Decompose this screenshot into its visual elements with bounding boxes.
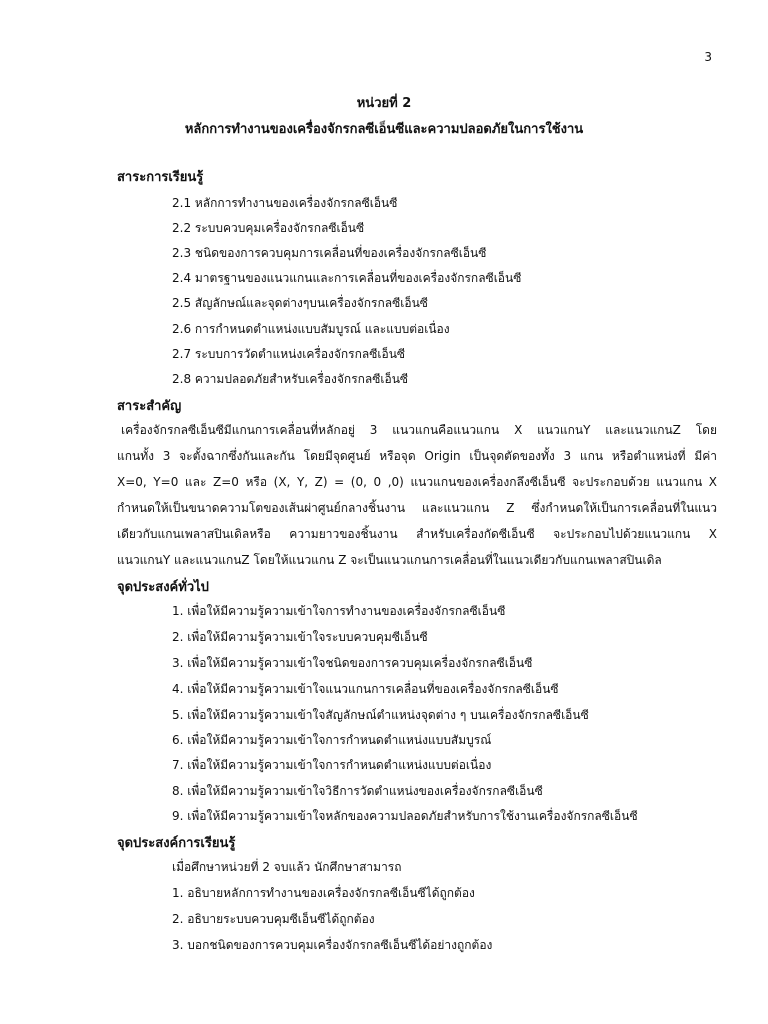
content-item: 2.5 สัญลักษณ์และจุดต่างๆบนเครื่องจักรกลซีเอ็นซี xyxy=(172,296,428,310)
concept-line: กำหนดให้เป็นขนาดความโตของเส้นผ่าศูนย์กลางชิ้นงาน และแนวแกน Z ซึ่งกำหนดให้เป็นการเคลื่อนที่ในแนว xyxy=(117,501,717,515)
general-objective-item: 1. เพื่อให้มีความรู้ความเข้าใจการทำงานของเครื่องจักรกลซีเอ็นซี xyxy=(172,604,506,618)
concept-heading: สาระสำคัญ xyxy=(117,399,182,414)
general-objective-item: 9. เพื่อให้มีความรู้ความเข้าใจหลักของความปลอดภัยสำหรับการใช้งานเครื่องจักรกลซีเอ็นซี xyxy=(172,809,638,823)
content-heading: สาระการเรียนรู้ xyxy=(117,170,204,185)
concept-line: แนวแกนY และแนวแกนZ โดยให้แนวแกน Z จะเป็นแนวแกนการเคลื่อนที่ในแนวเดียวกับแกนเพลาสปินเดิล xyxy=(117,553,662,567)
general-objective-item: 5. เพื่อให้มีความรู้ความเข้าใจสัญลักษณ์ตำแหน่งจุดต่าง ๆ บนเครื่องจักรกลซีเอ็นซี xyxy=(172,708,589,722)
general-objective-item: 4. เพื่อให้มีความรู้ความเข้าใจแนวแกนการเคลื่อนที่ของเครื่องจักรกลซีเอ็นซี xyxy=(172,682,559,696)
content-item: 2.3 ชนิดของการควบคุมการเคลื่อนที่ของเครื่องจักรกลซีเอ็นซี xyxy=(172,246,487,260)
learning-objective-item: 2. อธิบายระบบควบคุมซีเอ็นซีได้ถูกต้อง xyxy=(172,912,375,926)
general-objective-item: 8. เพื่อให้มีความรู้ความเข้าใจวิธีการวัดตำแหน่งของเครื่องจักรกลซีเอ็นซี xyxy=(172,784,543,798)
unit-subtitle: หลักการทำงานของเครื่องจักรกลซีเอ็นซีและความปลอดภัยในการใช้งาน xyxy=(184,122,584,137)
content-item: 2.2 ระบบควบคุมเครื่องจักรกลซีเอ็นซี xyxy=(172,221,365,235)
general-objective-item: 7. เพื่อให้มีความรู้ความเข้าใจการกำหนดตำแหน่งแบบต่อเนื่อง xyxy=(172,758,492,772)
concept-line: X=0, Y=0 และ Z=0 หรือ (X, Y, Z) = (0, 0 ,0) แนวแกนของเครื่องกลึงซีเอ็นซี จะประกอบด้วย แนวแกน X xyxy=(117,475,717,489)
content-item: 2.1 หลักการทำงานของเครื่องจักรกลซีเอ็นซี xyxy=(172,196,398,210)
learning-objectives-heading: จุดประสงค์การเรียนรู้ xyxy=(117,836,236,851)
content-item: 2.7 ระบบการวัดตำแหน่งเครื่องจักรกลซีเอ็นซี xyxy=(172,347,406,361)
general-objective-item: 3. เพื่อให้มีความรู้ความเข้าใจชนิดของการควบคุมเครื่องจักรกลซีเอ็นซี xyxy=(172,656,533,670)
general-objective-item: 6. เพื่อให้มีความรู้ความเข้าใจการกำหนดตำแหน่งแบบสัมบูรณ์ xyxy=(172,733,492,747)
concept-line: เดียวกับแกนเพลาสปินเดิลหรือ ความยาวของชิ้นงาน สำหรับเครื่องกัดซีเอ็นซี จะประกอบไปด้วยแนวแกน X xyxy=(117,527,717,541)
general-objective-item: 2. เพื่อให้มีความรู้ความเข้าใจระบบควบคุมซีเอ็นซี xyxy=(172,630,428,644)
concept-line: แกนทั้ง 3 จะตั้งฉากซึ่งกันและกัน โดยมีจุดศูนย์ หรือจุด Origin เป็นจุดตัดของทั้ง 3 แกน หรือตำแหน่งที่ มีค่า xyxy=(117,449,717,463)
learning-objective-item: 1. อธิบายหลักการทำงานของเครื่องจักรกลซีเอ็นซีได้ถูกต้อง xyxy=(172,886,475,900)
unit-title: หน่วยที่ 2 xyxy=(356,96,412,111)
learning-objective-item: 3. บอกชนิดของการควบคุมเครื่องจักรกลซีเอ็นซีได้อย่างถูกต้อง xyxy=(172,938,493,952)
learning-objectives-intro: เมื่อศึกษาหน่วยที่ 2 จบแล้ว นักศึกษาสามารถ xyxy=(172,860,402,874)
general-objectives-heading: จุดประสงค์ทั่วไป xyxy=(117,580,209,595)
concept-line: เครื่องจักรกลซีเอ็นซีมีแกนการเคลื่อนที่หลักอยู่ 3 แนวแกนคือแนวแกน X แนวแกนY และแนวแกนZ โดย xyxy=(121,423,717,437)
page-number: 3 xyxy=(704,50,712,64)
content-item: 2.4 มาตรฐานของแนวแกนและการเคลื่อนที่ของเครื่องจักรกลซีเอ็นซี xyxy=(172,271,522,285)
content-item: 2.8 ความปลอดภัยสำหรับเครื่องจักรกลซีเอ็นซี xyxy=(172,372,409,386)
content-item: 2.6 การกำหนดตำแหน่งแบบสัมบูรณ์ และแบบต่อเนื่อง xyxy=(172,322,450,336)
